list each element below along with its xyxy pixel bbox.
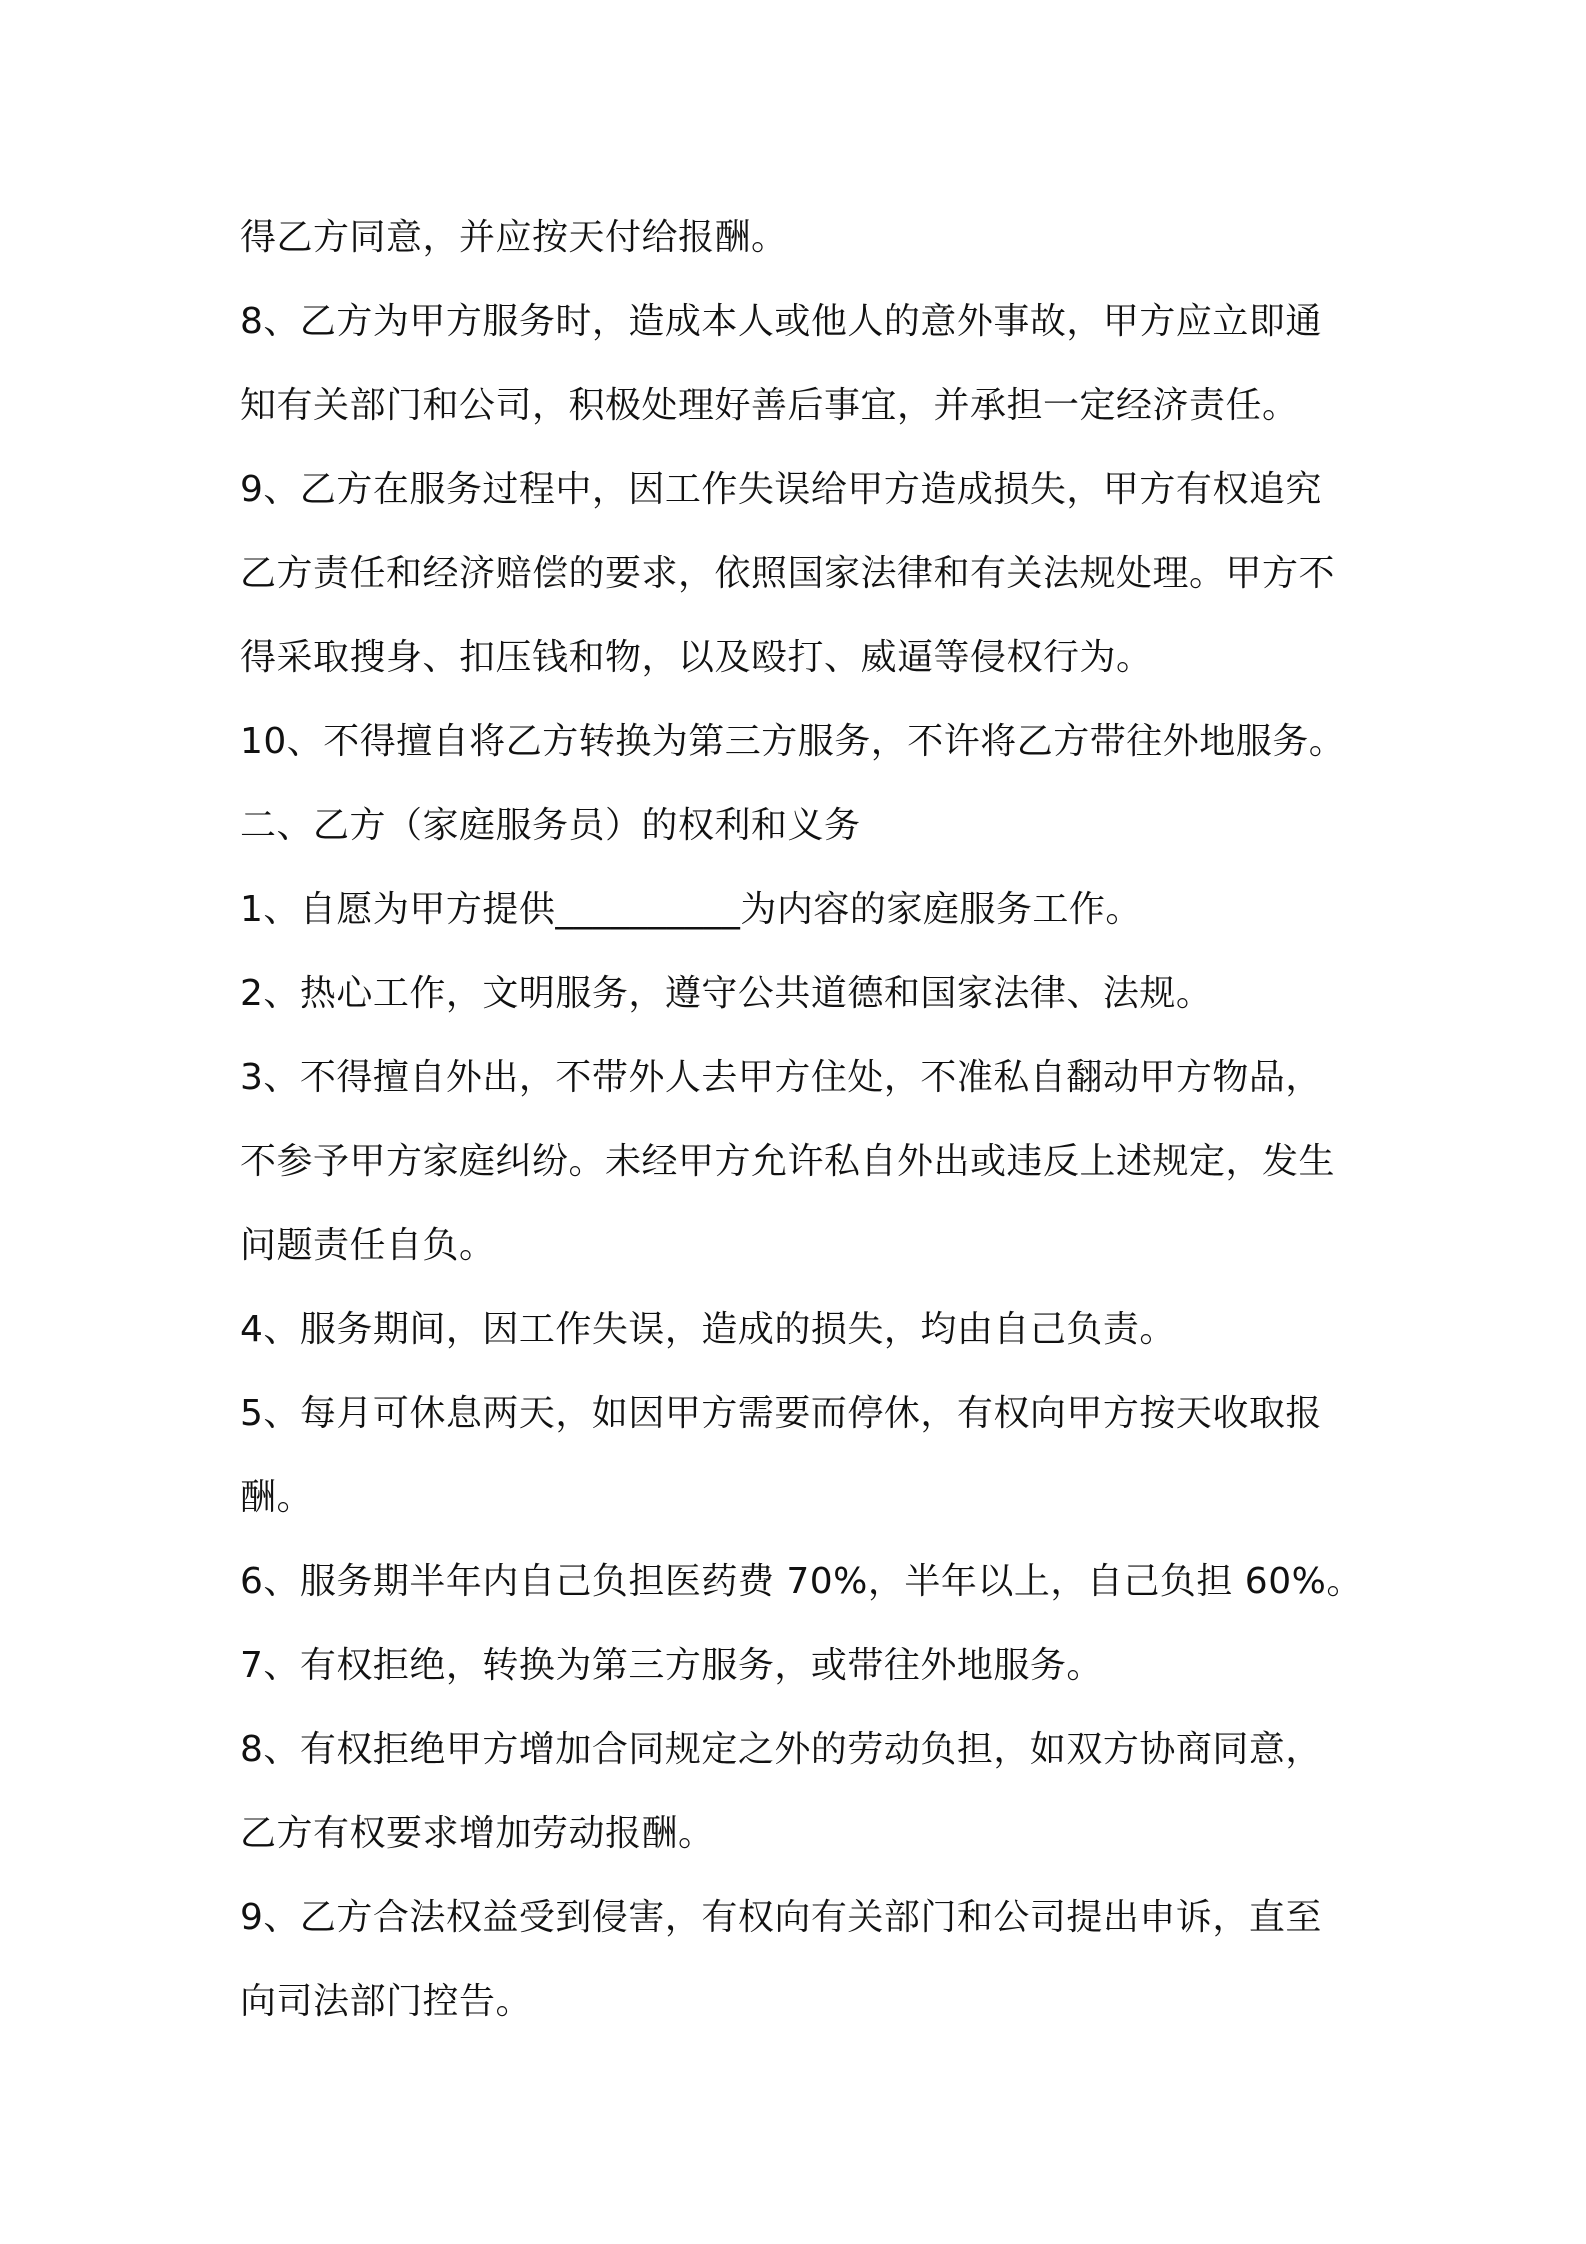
text-line: 得乙方同意，并应按天付给报酬。 bbox=[240, 217, 788, 258]
text-line: 向司法部门控告。 bbox=[240, 1981, 533, 2022]
text-line: 1、自愿为甲方提供__________为内容的家庭服务工作。 bbox=[240, 889, 1142, 930]
document-body bbox=[240, 196, 1370, 2044]
text-line: 3、不得擅自外出，不带外人去甲方住处，不准私自翻动甲方物品， bbox=[240, 1057, 1322, 1098]
text-line: 8、有权拒绝甲方增加合同规定之外的劳动负担，如双方协商同意， bbox=[240, 1729, 1322, 1770]
text-line: 8、乙方为甲方服务时，造成本人或他人的意外事故，甲方应立即通 bbox=[240, 301, 1322, 342]
text-line: 4、服务期间，因工作失误，造成的损失，均由自己负责。 bbox=[240, 1309, 1176, 1350]
text-line: 5、每月可休息两天，如因甲方需要而停休，有权向甲方按天收取报 bbox=[240, 1393, 1322, 1434]
text-line: 9、乙方在服务过程中，因工作失误给甲方造成损失，甲方有权追究 bbox=[240, 469, 1322, 510]
text-line: 乙方有权要求增加劳动报酬。 bbox=[240, 1813, 715, 1854]
text-line: 知有关部门和公司，积极处理好善后事宜，并承担一定经济责任。 bbox=[240, 385, 1299, 426]
text-line: 6、服务期半年内自己负担医药费 70%，半年以上，自己负担 60%。 bbox=[240, 1561, 1363, 1602]
text-line: 乙方责任和经济赔偿的要求，依照国家法律和有关法规处理。甲方不 bbox=[240, 553, 1336, 594]
text-line: 2、热心工作，文明服务，遵守公共道德和国家法律、法规。 bbox=[240, 973, 1213, 1014]
text-line: 得采取搜身、扣压钱和物，以及殴打、威逼等侵权行为。 bbox=[240, 637, 1153, 678]
text-line: 7、有权拒绝，转换为第三方服务，或带往外地服务。 bbox=[240, 1645, 1103, 1686]
text-line: 9、乙方合法权益受到侵害，有权向有关部门和公司提出申诉，直至 bbox=[240, 1897, 1322, 1938]
text-line: 10、不得擅自将乙方转换为第三方服务，不许将乙方带往外地服务。 bbox=[240, 721, 1346, 762]
text-line: 问题责任自负。 bbox=[240, 1225, 496, 1266]
text-line: 不参予甲方家庭纠纷。未经甲方允许私自外出或违反上述规定，发生 bbox=[240, 1141, 1336, 1182]
text-line: 酬。 bbox=[240, 1477, 314, 1518]
section-heading: 二、乙方（家庭服务员）的权利和义务 bbox=[240, 805, 861, 846]
